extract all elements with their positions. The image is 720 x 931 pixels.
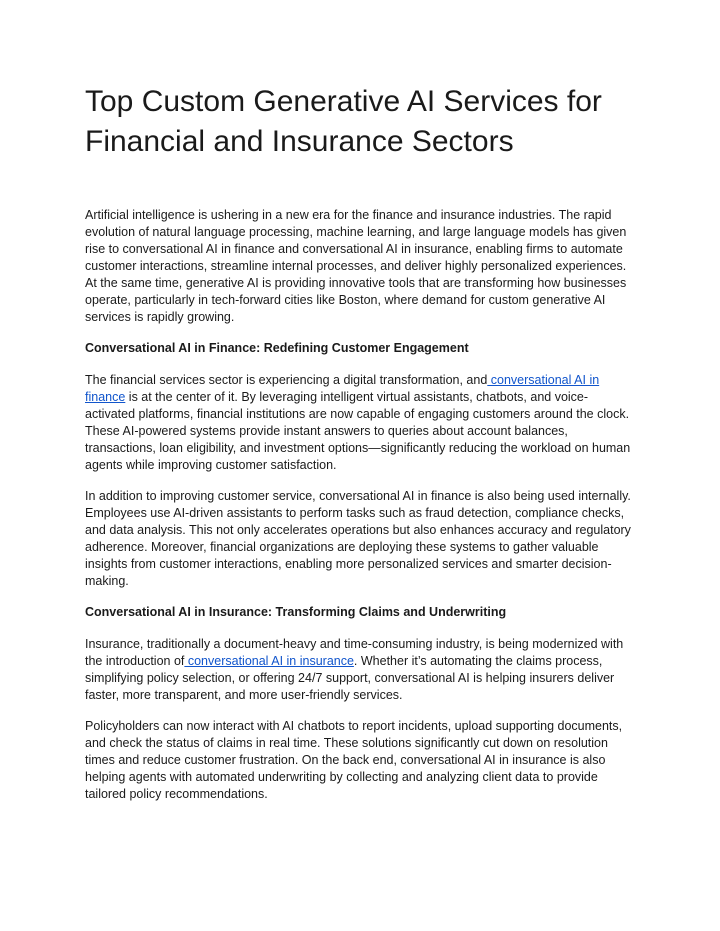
finance-paragraph-2: In addition to improving customer service, conversational AI in finance is also being used internally. Employees use AI-driven assistants to perform tasks such as fraud detection, compliance checks, and data analysis. This not only accelerates operations but also enhances accuracy and regulatory adherence. Moreover, financial organizations are deploying these systems to gather valuable insights from customer interactions, enabling more personalized services and smarter decision-making. [85,489,631,588]
conversational-ai-finance-link[interactable]: conversational AI in finance [85,373,600,404]
insurance-paragraph-1 [85,636,633,704]
page-title: Top Custom Generative AI Services for Financial and Insurance Sectors [85,85,602,158]
finance-paragraph-1 [85,372,633,474]
insurance-p1-text-before: Insurance, traditionally a document-heavy and time-consuming industry, is being modernized with the introduction of [85,637,624,668]
intro-paragraph: Artificial intelligence is ushering in a new era for the finance and insurance industries. The rapid evolution of natural language processing, machine learning, and large language models has given rise to conversational AI in finance and conversational AI in insurance, enabling firms to automate customer interactions, streamline internal processes, and deliver highly personalized experiences. At the same time, generative AI is providing innovative tools that are transforming how businesses operate, particularly in tech-forward cities like Boston, where demand for custom generative AI services is rapidly growing. [85,208,627,324]
insurance-p1-text-after: . Whether it’s automating the claims process, simplifying policy selection, or offering 24/7 support, conversational AI is helping insurers deliver faster, more transparent, and more user-friendly services. [85,654,615,702]
finance-p1-text-before: The financial services sector is experiencing a digital transformation, and [85,373,488,387]
insurance-paragraph-2: Policyholders can now interact with AI chatbots to report incidents, upload supporting documents, and check the status of claims in real time. These solutions significantly cut down on resolution times and reduce customer frustration. On the back end, conversational AI in insurance is also helping agents with automated underwriting by collecting and analyzing client data to provide tailored policy recommendations. [85,719,623,801]
finance-p1-text-after: is at the center of it. By leveraging intelligent virtual assistants, chatbots, and voice-activated platforms, financial institutions are now capable of engaging customers around the clock. These AI-powered systems provide instant answers to queries about account balances, transactions, loan eligibility, and investment options—significantly reducing the workload on human agents while improving customer satisfaction. [85,390,631,472]
document-page [85,82,633,817]
conversational-ai-insurance-link[interactable]: conversational AI in insurance [184,654,354,668]
finance-section-heading: Conversational AI in Finance: Redefining Customer Engagement [85,341,469,355]
insurance-section-heading: Conversational AI in Insurance: Transforming Claims and Underwriting [85,605,507,619]
